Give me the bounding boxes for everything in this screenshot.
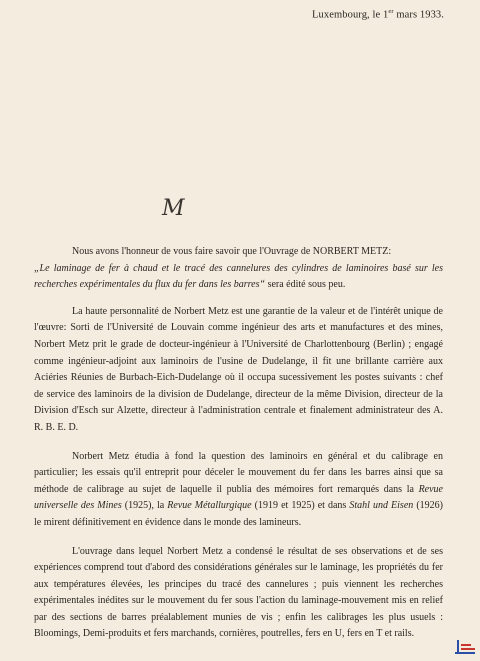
paragraph-biography: La haute personnalité de Norbert Metz est une garantie de la valeur et de l'intérêt unique de l'œuvre: Sorti de l'Université de Louvain comme ingénieur des arts et manufactures et des mines, Norbert Metz prit le grade de docteur-ingénieur à l'Université de Charlottenbourg (Berlin) ; engagé comme ingénieur-adjoint aux laminoirs de l'usine de Dudelange, il fit une brillante carrière aux Aciéries Réunies de Burbach-Eich-Dudelange où il occupa sucessivement les postes suivants : chef de service des laminoirs de la division de Dudelange, directeur de la même Division, directeur de la Division d'Esch sur Alzette, directeur à l'administration centrale et finalement administrateur des A. R. B. E. D. <box>34 305 443 433</box>
paragraph-announcement <box>34 244 443 294</box>
journal-revue-metallurgique: Revue Métallurgique <box>167 500 252 512</box>
paragraph-contents: L'ouvrage dans lequel Norbert Metz a condensé le résultat de ses observations et de ses expériences comprend tout d'abord des considérations générales sur le laminage, les propriétés du fer aux températures élevées, les principes du tracé des cannelures ; puis viennent les recherches expérimentales inédites sur le mouvement du fer sous l'action du laminage-mouvement mis en relief par des sections de barres préalablement munies de vis ; enfin les calibrages les plus usuels : Bloomings, Demi-produits et fers marchands, cornières, poutrelles, fers en U, fers en T et rails. <box>34 545 443 640</box>
research-text-d: (1926) le mirent définitivement en évidence dans le monde des lamineurs. <box>34 500 443 528</box>
salutation: M <box>162 196 185 221</box>
journal-revue-mines: Revue universelle des Mines <box>34 483 443 512</box>
letter-body <box>34 244 443 655</box>
book-title: „Le laminage de fer à chaud et le tracé des cannelures des cylindres de laminoires basé sur les recherches expérimentales du flux du fer dans les barres“ <box>34 262 443 291</box>
research-text-a: Norbert Metz étudia à fond la question des laminoirs en général et du calibrage en particulier; les essais qu'il entreprit pour déceler le mouvement du fer dans les barres ainsi que sa méthode de calibrage au sujet de laquelle il publia des mémoires fort remarqués dans la <box>34 450 443 495</box>
paragraph-research <box>34 449 443 532</box>
announcement-text: Nous avons l'honneur de vous faire savoir que l'Ouvrage de NORBERT METZ: <box>72 246 392 257</box>
research-text-c: (1919 et 1925) et dans <box>251 500 350 512</box>
watermark-icon <box>454 639 476 657</box>
announcement-end: sera édité sous peu. <box>265 279 346 291</box>
dateline-sup: er <box>388 8 394 15</box>
dateline <box>312 8 444 21</box>
dateline-suffix: mars 1933. <box>393 9 444 21</box>
dateline-prefix: Luxembourg, le 1 <box>312 9 389 21</box>
journal-stahl-und-eisen: Stahl und Eisen <box>349 500 414 512</box>
research-text-b: (1925), la <box>121 500 168 512</box>
